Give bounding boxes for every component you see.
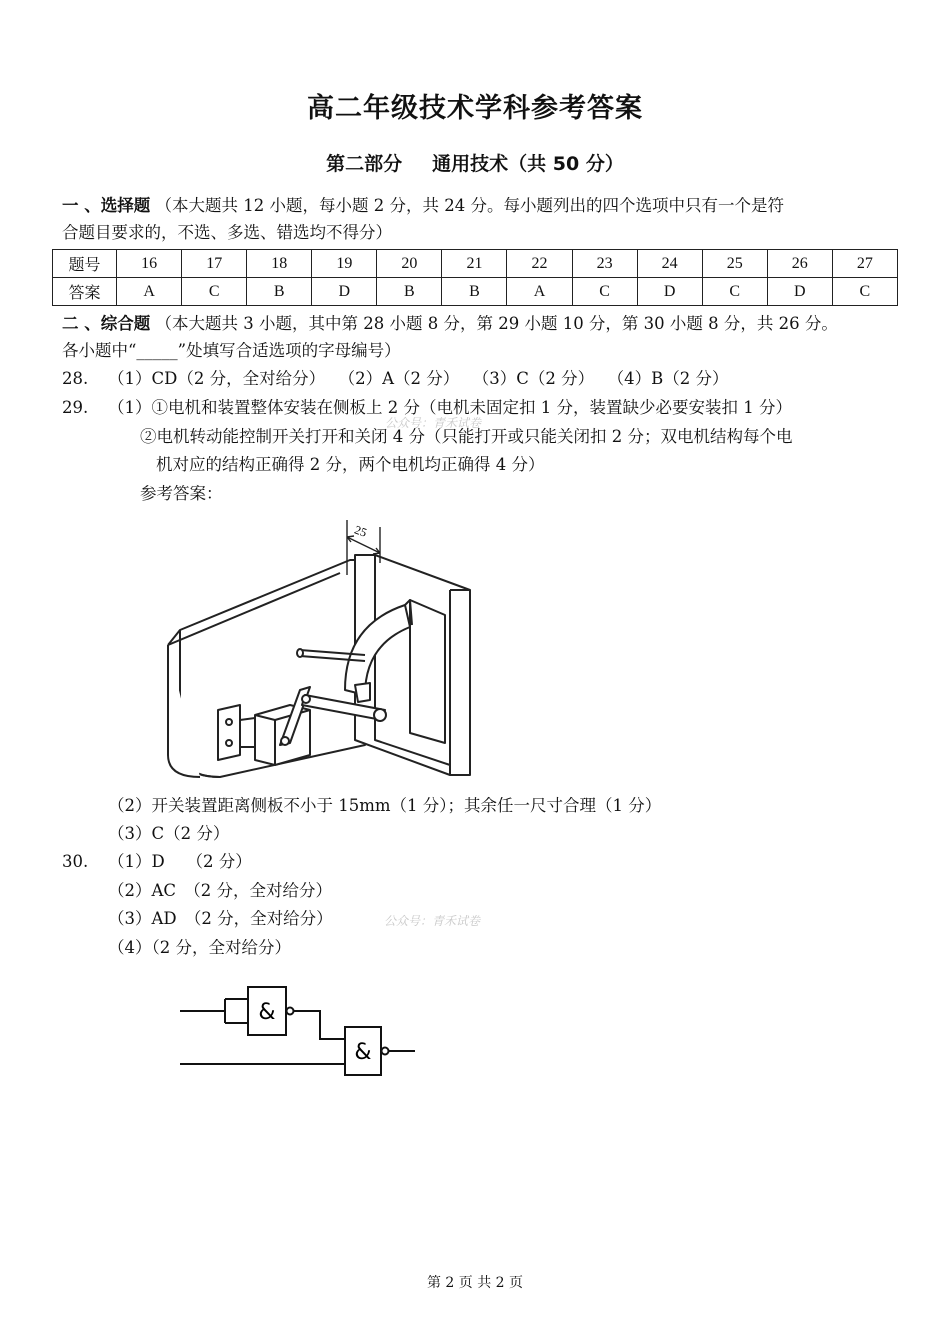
section1-desc1: （本大题共 12 小题，每小题 2 分，共 24 分。每小题列出的四个选项中只有一个是符 — [155, 196, 784, 215]
q29-number: 29. — [62, 398, 89, 417]
q29-part1: （1）①电机和装置整体安装在侧板上 2 分（电机未固定扣 1 分，装置缺少必要安装扣 1 分） — [108, 398, 792, 417]
question-number-cell: 25 — [702, 250, 767, 278]
answer-cell: B — [377, 278, 442, 306]
part-label: 第二部分 — [326, 153, 403, 175]
mechanism-figure — [160, 515, 490, 780]
page-footer: 第 2 页 共 2 页 — [426, 1275, 524, 1291]
answer-cell: B — [442, 278, 507, 306]
section2-intro — [62, 310, 838, 338]
section2-desc2: 各小题中“_____”处填写合适选项的字母编号） — [62, 341, 401, 360]
question-number-cell: 22 — [507, 250, 572, 278]
table-row-numbers — [53, 250, 898, 278]
answer-cell: D — [312, 278, 377, 306]
question-number-cell: 26 — [767, 250, 832, 278]
answer-cell: D — [767, 278, 832, 306]
section1-heading: 一 、选择题 — [62, 196, 151, 215]
q30-part3: （3）AD （2 分，全对给分） — [108, 909, 333, 928]
q29-part3: （2）开关装置距离侧板不小于 15mm（1 分）；其余任一尺寸合理（1 分） — [108, 796, 662, 815]
answer-cell: C — [572, 278, 637, 306]
dimension-label: 25 — [352, 522, 369, 540]
q28-answer: （1）CD（2 分，全对给分） （2）A（2 分） （3）C（2 分） （4）B（2 分） — [108, 369, 729, 388]
question-number-cell: 18 — [247, 250, 312, 278]
answer-cell: C — [832, 278, 897, 306]
question-number-cell: 20 — [377, 250, 442, 278]
q30-part4: （4）（2 分，全对给分） — [108, 938, 291, 957]
q30-part2: （2）AC （2 分，全对给分） — [108, 881, 333, 900]
watermark-2: 公众号：青禾试卷 — [384, 914, 481, 928]
answer-table — [52, 249, 898, 306]
question-number-cell: 16 — [117, 250, 182, 278]
question-number-cell: 17 — [182, 250, 247, 278]
q30-number: 30. — [62, 852, 89, 871]
answer-cell: A — [507, 278, 572, 306]
question-number-cell: 27 — [832, 250, 897, 278]
answer-cell: B — [247, 278, 312, 306]
q29-part2b: 机对应的结构正确得 2 分，两个电机均正确得 4 分） — [156, 455, 545, 474]
question-number-cell: 21 — [442, 250, 507, 278]
answer-cell: A — [117, 278, 182, 306]
row-label-answer: 答案 — [53, 278, 117, 306]
question-number-cell: 23 — [572, 250, 637, 278]
section-subtitle — [0, 149, 950, 176]
logic-circuit — [175, 983, 420, 1083]
q30-part1: （1）D （2 分） — [108, 852, 252, 871]
q29-part4: （3）C（2 分） — [108, 824, 230, 843]
q29-ref-label: 参考答案： — [140, 484, 223, 503]
answer-cell: C — [182, 278, 247, 306]
gate2-symbol: & — [354, 1040, 372, 1065]
question-number-cell: 24 — [637, 250, 702, 278]
question-number-cell: 19 — [312, 250, 377, 278]
row-label-number: 题号 — [53, 250, 117, 278]
table-row-answers — [53, 278, 898, 306]
q28-number: 28. — [62, 369, 89, 388]
section2-desc1: （本大题共 3 小题，其中第 28 小题 8 分，第 29 小题 10 分，第 30 小题 8 分，共 26 分。 — [155, 314, 838, 333]
watermark-1: 公众号：青禾试卷 — [385, 416, 482, 430]
section2-heading: 二 、综合题 — [62, 314, 151, 333]
section1-intro — [62, 192, 784, 220]
gate1-symbol: & — [258, 1000, 276, 1025]
q29-part2a: ②电机转动能控制开关打开和关闭 4 分（只能打开或只能关闭扣 2 分；双电机结构每个电 — [140, 427, 793, 446]
page-title: 高二年级技术学科参考答案 — [307, 93, 643, 124]
subject-label: 通用技术（共 50 分） — [432, 153, 624, 175]
answer-cell: D — [637, 278, 702, 306]
section1-desc2: 合题目要求的，不选、多选、错选均不得分） — [62, 223, 392, 242]
answer-cell: C — [702, 278, 767, 306]
